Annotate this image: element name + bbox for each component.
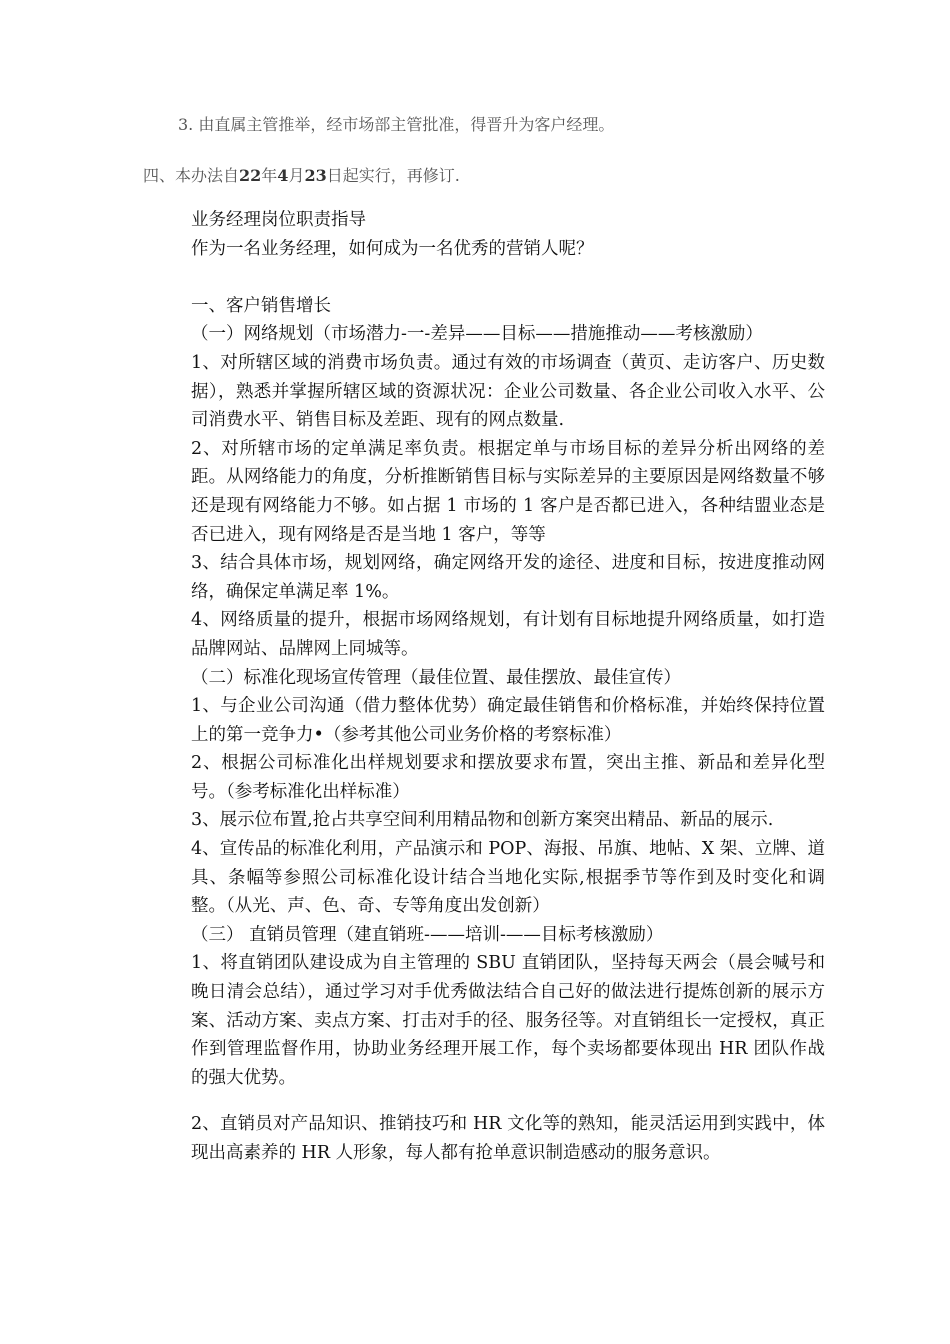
paragraph: 3、展示位布置,抢占共享空间利用精品物和创新方案突出精品、新品的展示. <box>191 810 774 831</box>
section-heading-one: 一、客户销售增长 <box>191 295 331 316</box>
subsection-heading-promotion: （二）标准化现场宣传管理（最佳位置、最佳摆放、最佳宣传） <box>191 667 681 688</box>
paragraph: 1、与企业公司沟通（借力整体优势）确定最佳销售和价格标准，并始终保持位置上的第一竞争力•（参考其他公司业务价格的考察标准） <box>191 696 825 745</box>
document-title: 业务经理岗位职责指导 <box>191 210 366 230</box>
clause-four-day: 23 <box>304 166 327 185</box>
paragraph: 3、结合具体市场，规划网络，确定网络开发的途径、进度和目标，按进度推动网络，确保定单满足率 1%。 <box>191 553 825 602</box>
paragraph: 2、对所辖市场的定单满足率负责。根据定单与市场目标的差异分析出网络的差距。从网络能力的角度，分析推断销售目标与实际差异的主要原因是网络数量不够还是现有网络能力不够。如占据 1 市场的 1 客户是否都已进入，各种结盟业态是否已进入，现有网络是否是当地 1 客户，等等 <box>191 438 825 545</box>
subsection-heading-network: （一）网络规划（市场潜力-一-差异——目标——措施推动——考核激励） <box>191 324 763 345</box>
clause-four-suffix: 日起实行，再修订. <box>326 166 460 185</box>
paragraph: 4、网络质量的提升，根据市场网络规划，有计划有目标地提升网络质量，如打造品牌网站、品牌网上同城等。 <box>191 610 825 659</box>
clause-four-year: 22 <box>239 166 262 185</box>
document-body <box>191 206 825 1168</box>
subsection-heading-salesstaff: （三） 直销员管理（建直销班-——培训-——目标考核激励） <box>191 924 664 945</box>
clause-four-month-unit: 月 <box>288 166 305 185</box>
clause-four <box>143 163 460 186</box>
clause-four-prefix: 四、本办法自 <box>143 166 240 185</box>
document-subtitle: 作为一名业务经理，如何成为一名优秀的营销人呢？ <box>191 238 594 259</box>
paragraph: 1、将直销团队建设成为自主管理的 SBU 直销团队，坚持每天两会（晨会喊号和晚日清会总结），通过学习对手优秀做法结合自己好的做法进行提炼创新的展示方案、活动方案、卖点方案、打击对手的径、服务径等。对直销组长一定授权，真正作到管理监督作用，协助业务经理开展工作，每个卖场都要体现出 HR 团队作战的强大优势。 <box>191 953 825 1088</box>
spacer <box>191 1092 825 1110</box>
clause-four-month: 4 <box>277 166 289 185</box>
paragraph: 4、宣传品的标准化利用，产品演示和 POP、海报、吊旗、地帖、X 架、立牌、道具、条幅等参照公司标准化设计结合当地化实际,根据季节等作到及时变化和调整。（从光、声、色、奇、专等角度出发创新） <box>191 839 825 917</box>
spacer <box>191 263 825 292</box>
paragraph: 2、直销员对产品知识、推销技巧和 HR 文化等的熟知，能灵活运用到实践中，体现出高素养的 HR 人形象，每人都有抢单意识制造感动的服务意识。 <box>191 1114 825 1163</box>
top-list-item: 3. 由直属主管推举，经市场部主管批准，得晋升为客户经理。 <box>178 115 615 134</box>
paragraph: 1、对所辖区域的消费市场负责。通过有效的市场调查（黄页、走访客户、历史数据），熟悉并掌握所辖区域的资源状况：企业公司数量、各企业公司收入水平、公司消费水平、销售目标及差距、现有的网点数量. <box>191 352 825 431</box>
paragraph: 2、根据公司标准化出样规划要求和摆放要求布置，突出主推、新品和差异化型号。（参考标准化出样标准） <box>191 753 825 802</box>
clause-four-year-unit: 年 <box>261 166 278 185</box>
